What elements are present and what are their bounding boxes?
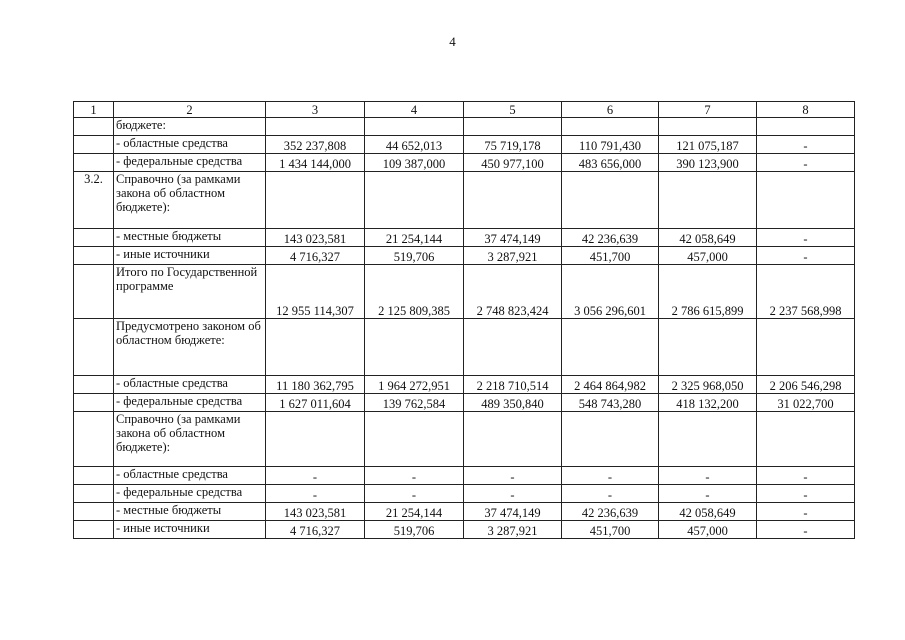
row-number <box>74 485 114 503</box>
value-cell: 42 236,639 <box>562 503 659 521</box>
value-cell: 4 716,327 <box>266 247 365 265</box>
value-cell <box>464 412 562 467</box>
row-number <box>74 118 114 136</box>
value-cell: 519,706 <box>365 247 464 265</box>
value-cell: 31 022,700 <box>757 394 855 412</box>
value-cell: - <box>365 485 464 503</box>
row-label: - областные средства <box>114 376 266 394</box>
value-cell: 2 786 615,899 <box>659 265 757 319</box>
column-header: 5 <box>464 102 562 118</box>
value-cell: 519,706 <box>365 521 464 539</box>
row-number <box>74 247 114 265</box>
row-number <box>74 154 114 172</box>
value-cell: - <box>757 521 855 539</box>
value-cell <box>659 172 757 229</box>
page-number: 4 <box>449 34 456 49</box>
row-number <box>74 319 114 376</box>
column-header: 1 <box>74 102 114 118</box>
row-label: - областные средства <box>114 136 266 154</box>
value-cell: 42 058,649 <box>659 229 757 247</box>
value-cell: - <box>464 467 562 485</box>
value-cell: 390 123,900 <box>659 154 757 172</box>
value-cell: 451,700 <box>562 521 659 539</box>
value-cell <box>562 319 659 376</box>
column-header: 3 <box>266 102 365 118</box>
value-cell: 11 180 362,795 <box>266 376 365 394</box>
table-row <box>74 136 855 154</box>
value-cell: 483 656,000 <box>562 154 659 172</box>
column-header: 8 <box>757 102 855 118</box>
value-cell <box>266 412 365 467</box>
value-cell: - <box>659 467 757 485</box>
value-cell <box>659 319 757 376</box>
value-cell: - <box>757 467 855 485</box>
value-cell <box>757 319 855 376</box>
value-cell: - <box>562 467 659 485</box>
value-cell <box>659 118 757 136</box>
value-cell <box>464 319 562 376</box>
value-cell: 2 325 968,050 <box>659 376 757 394</box>
value-cell: - <box>757 247 855 265</box>
table-row <box>74 394 855 412</box>
table-row <box>74 154 855 172</box>
value-cell: 450 977,100 <box>464 154 562 172</box>
row-number <box>74 229 114 247</box>
table-row <box>74 376 855 394</box>
value-cell: 2 125 809,385 <box>365 265 464 319</box>
value-cell: - <box>659 485 757 503</box>
value-cell <box>365 319 464 376</box>
value-cell: 2 464 864,982 <box>562 376 659 394</box>
value-cell: 457,000 <box>659 247 757 265</box>
table-row <box>74 265 855 319</box>
row-label: Предусмотрено законом об областном бюджете: <box>114 319 266 376</box>
row-number <box>74 136 114 154</box>
value-cell: 4 716,327 <box>266 521 365 539</box>
value-cell: 3 287,921 <box>464 247 562 265</box>
column-header: 4 <box>365 102 464 118</box>
value-cell: - <box>562 485 659 503</box>
value-cell: 2 748 823,424 <box>464 265 562 319</box>
table-row <box>74 118 855 136</box>
row-number <box>74 503 114 521</box>
row-number <box>74 467 114 485</box>
value-cell: 1 434 144,000 <box>266 154 365 172</box>
value-cell: - <box>266 467 365 485</box>
value-cell: 1 964 272,951 <box>365 376 464 394</box>
value-cell <box>266 118 365 136</box>
row-label: - федеральные средства <box>114 394 266 412</box>
value-cell: 42 058,649 <box>659 503 757 521</box>
value-cell: 352 237,808 <box>266 136 365 154</box>
table-row <box>74 521 855 539</box>
value-cell: 21 254,144 <box>365 503 464 521</box>
row-number <box>74 376 114 394</box>
value-cell: 37 474,149 <box>464 229 562 247</box>
row-label: - местные бюджеты <box>114 229 266 247</box>
table-row <box>74 229 855 247</box>
value-cell: 109 387,000 <box>365 154 464 172</box>
value-cell: 418 132,200 <box>659 394 757 412</box>
table-row <box>74 503 855 521</box>
value-cell: 139 762,584 <box>365 394 464 412</box>
value-cell: 143 023,581 <box>266 229 365 247</box>
value-cell: 2 206 546,298 <box>757 376 855 394</box>
value-cell: 489 350,840 <box>464 394 562 412</box>
value-cell: 451,700 <box>562 247 659 265</box>
table-row <box>74 485 855 503</box>
row-label: Итого по Государственной программе <box>114 265 266 319</box>
row-label: - местные бюджеты <box>114 503 266 521</box>
value-cell: 37 474,149 <box>464 503 562 521</box>
table-row <box>74 172 855 229</box>
value-cell: - <box>464 485 562 503</box>
value-cell: - <box>757 229 855 247</box>
value-cell: 21 254,144 <box>365 229 464 247</box>
value-cell: 3 287,921 <box>464 521 562 539</box>
row-label: бюджете: <box>114 118 266 136</box>
value-cell <box>562 172 659 229</box>
value-cell: 75 719,178 <box>464 136 562 154</box>
table-header-row <box>74 102 855 118</box>
value-cell: 1 627 011,604 <box>266 394 365 412</box>
value-cell: 42 236,639 <box>562 229 659 247</box>
value-cell <box>757 118 855 136</box>
table-row <box>74 319 855 376</box>
row-label: - иные источники <box>114 247 266 265</box>
table-row <box>74 247 855 265</box>
value-cell: 12 955 114,307 <box>266 265 365 319</box>
row-label: - областные средства <box>114 467 266 485</box>
value-cell <box>365 118 464 136</box>
value-cell <box>266 319 365 376</box>
value-cell <box>365 412 464 467</box>
row-label: Справочно (за рамками закона об областном бюджете): <box>114 412 266 467</box>
value-cell <box>562 118 659 136</box>
row-label: - иные источники <box>114 521 266 539</box>
value-cell: - <box>266 485 365 503</box>
value-cell <box>659 412 757 467</box>
row-number <box>74 521 114 539</box>
row-label: - федеральные средства <box>114 485 266 503</box>
value-cell <box>757 172 855 229</box>
value-cell: 2 237 568,998 <box>757 265 855 319</box>
column-header: 6 <box>562 102 659 118</box>
row-label: Справочно (за рамками закона об областном бюджете): <box>114 172 266 229</box>
table-row <box>74 412 855 467</box>
value-cell <box>757 412 855 467</box>
value-cell: - <box>757 136 855 154</box>
value-cell <box>464 118 562 136</box>
value-cell <box>365 172 464 229</box>
row-number <box>74 265 114 319</box>
value-cell: - <box>365 467 464 485</box>
value-cell <box>464 172 562 229</box>
value-cell: 2 218 710,514 <box>464 376 562 394</box>
value-cell: 110 791,430 <box>562 136 659 154</box>
budget-table <box>73 101 855 539</box>
value-cell <box>562 412 659 467</box>
value-cell: 3 056 296,601 <box>562 265 659 319</box>
value-cell <box>266 172 365 229</box>
row-number <box>74 412 114 467</box>
table-row <box>74 467 855 485</box>
row-label: - федеральные средства <box>114 154 266 172</box>
value-cell: 457,000 <box>659 521 757 539</box>
value-cell: - <box>757 154 855 172</box>
value-cell: 121 075,187 <box>659 136 757 154</box>
value-cell: 44 652,013 <box>365 136 464 154</box>
value-cell: - <box>757 485 855 503</box>
row-number <box>74 394 114 412</box>
column-header: 2 <box>114 102 266 118</box>
value-cell: - <box>757 503 855 521</box>
value-cell: 548 743,280 <box>562 394 659 412</box>
value-cell: 143 023,581 <box>266 503 365 521</box>
column-header: 7 <box>659 102 757 118</box>
row-number: 3.2. <box>74 172 114 229</box>
